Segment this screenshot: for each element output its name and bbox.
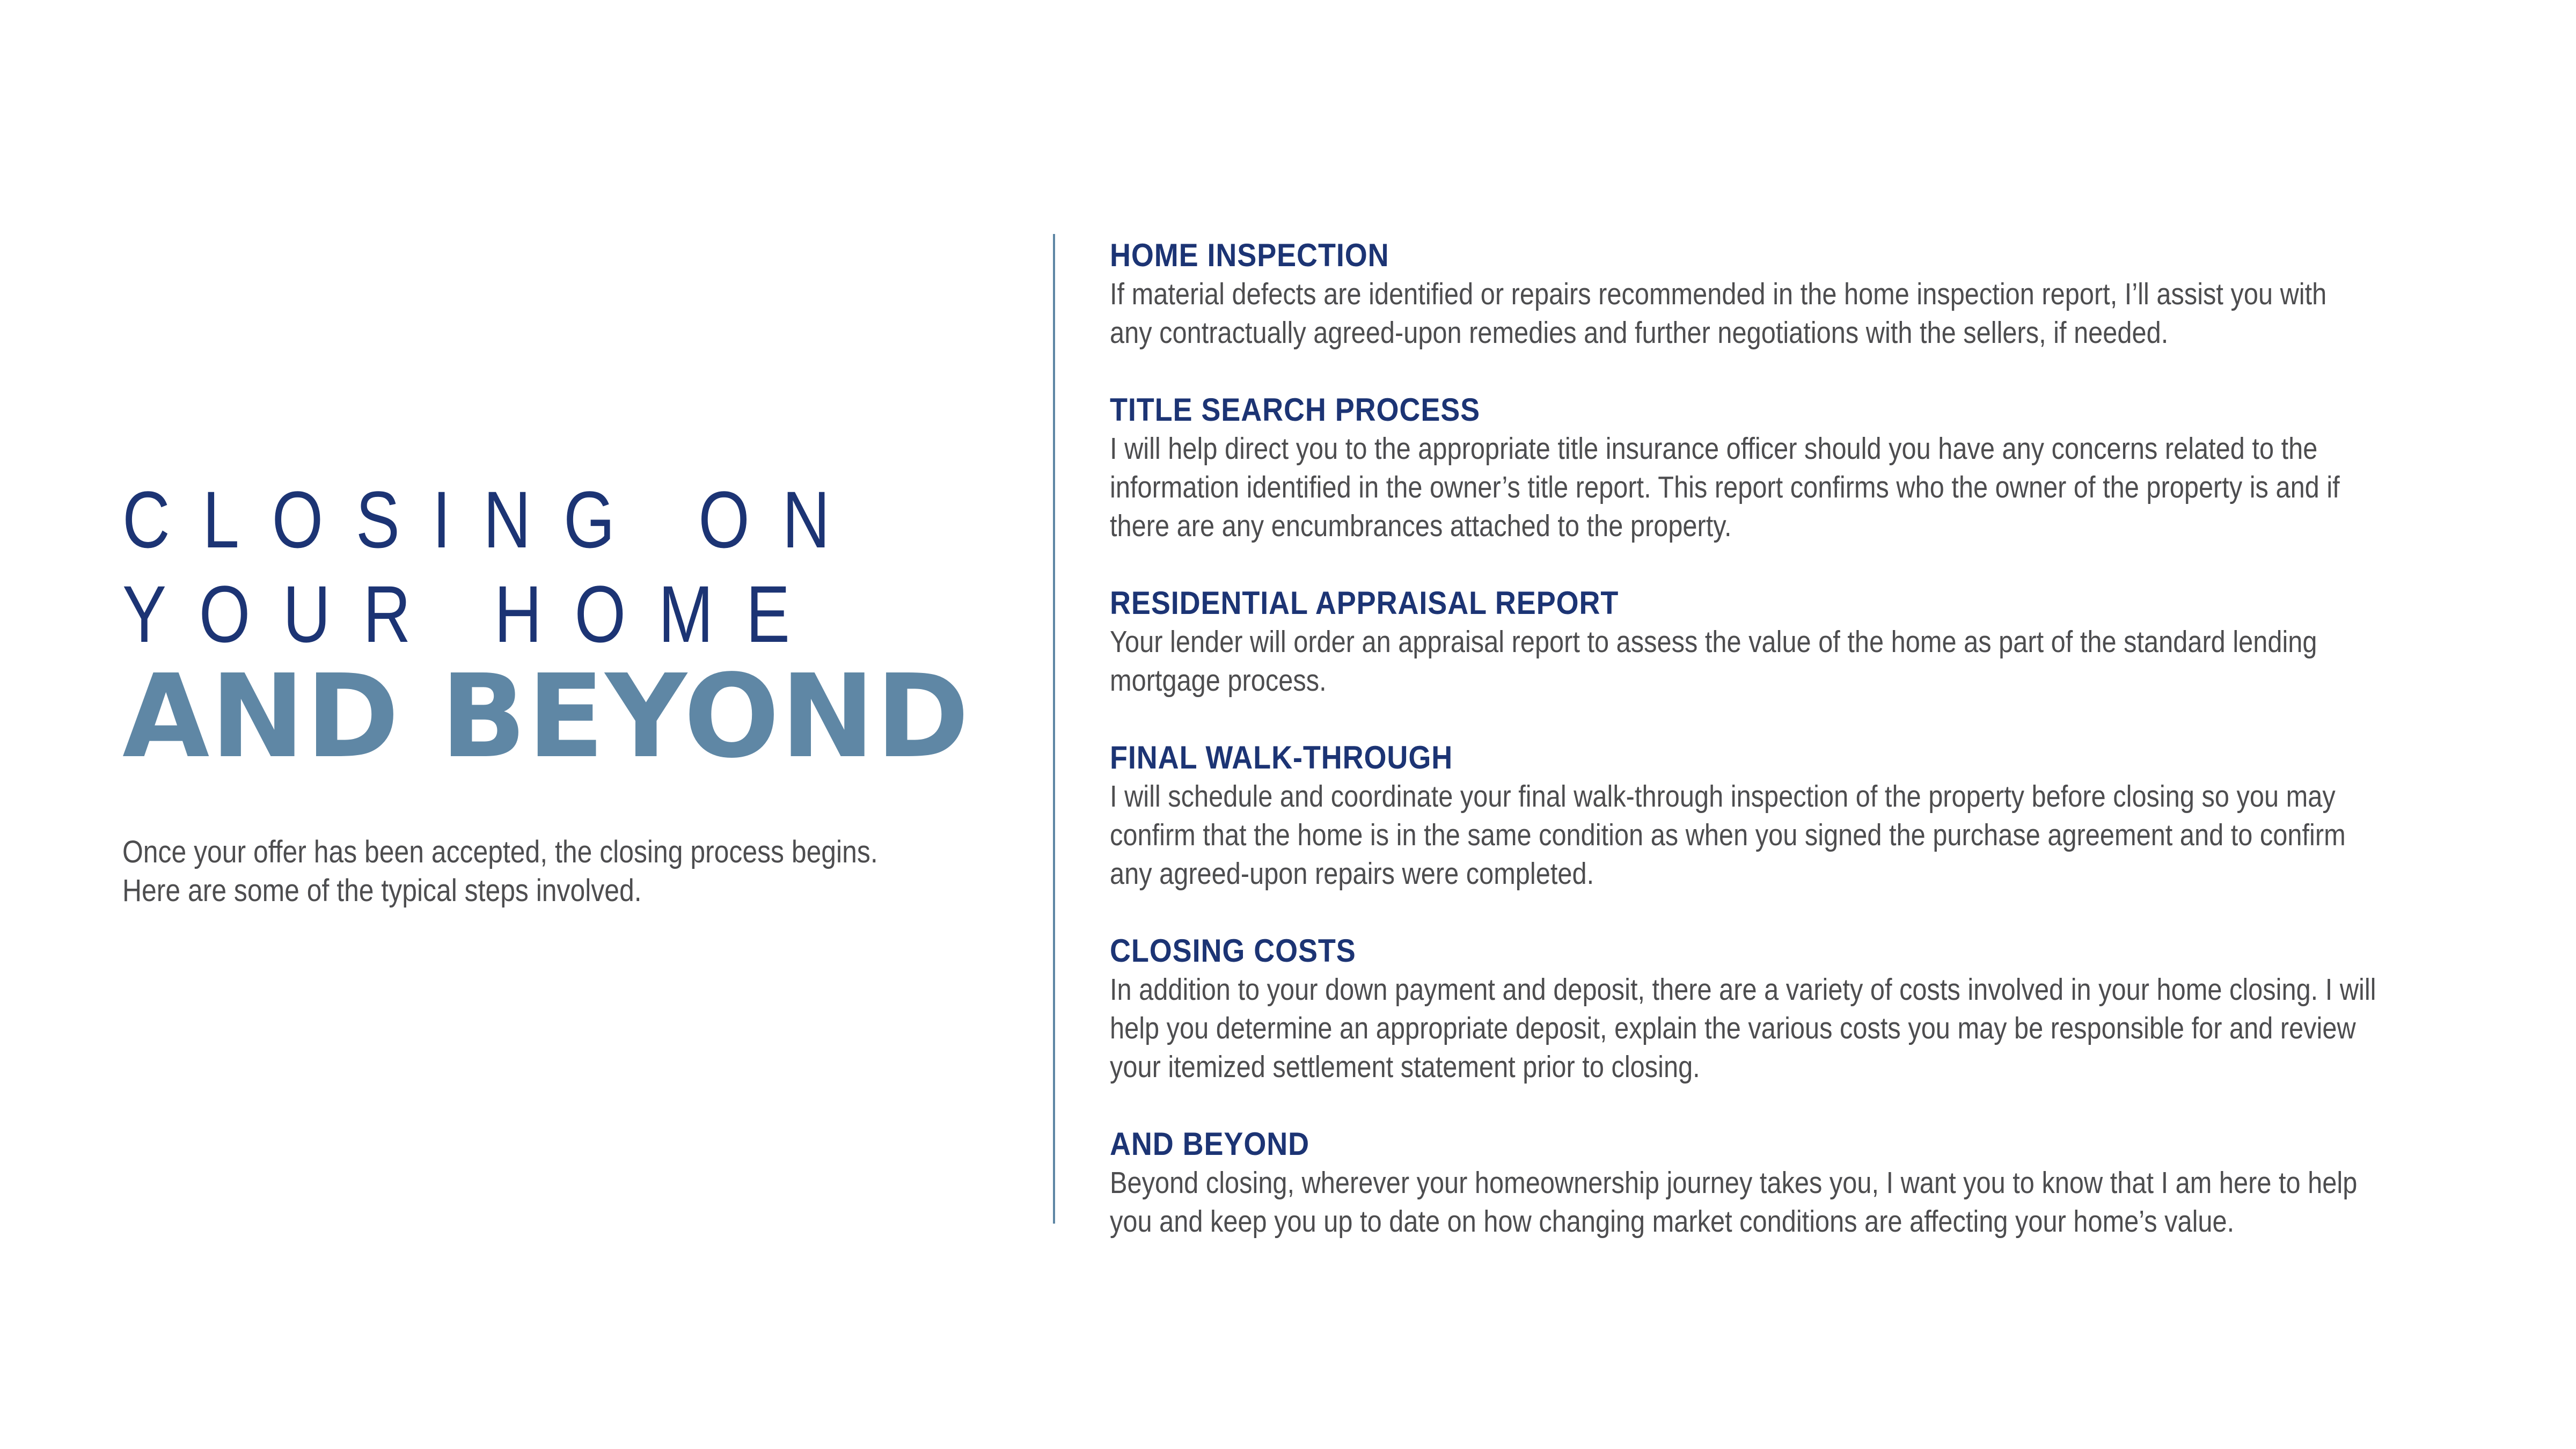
body-line: I will schedule and coordinate your final walk-through inspection of the property before closing so you may bbox=[1110, 779, 2336, 814]
title-line-1: CLOSING ON bbox=[122, 474, 863, 565]
section-appraisal bbox=[1110, 584, 2484, 700]
section-body bbox=[1110, 623, 2468, 700]
section-closing-costs bbox=[1110, 932, 2484, 1086]
title-line-2: YOUR HOME bbox=[122, 569, 823, 659]
body-line: In addition to your down payment and deposit, there are a variety of costs involved in your home closing. I will bbox=[1110, 972, 2376, 1007]
body-line: Beyond closing, wherever your homeownership journey takes you, I want you to know that I am here to help bbox=[1110, 1166, 2358, 1200]
body-line: Your lender will order an appraisal report to assess the value of the home as part of the standard lending bbox=[1110, 625, 2317, 659]
body-line: help you determine an appropriate deposit, explain the various costs you may be responsible for and review bbox=[1110, 1011, 2356, 1045]
section-heading: CLOSING COSTS bbox=[1110, 933, 1356, 969]
intro-paragraph bbox=[122, 833, 999, 910]
body-line: information identified in the owner’s title report. This report confirms who the owner of the property is and if bbox=[1110, 470, 2340, 504]
body-line: your itemized settlement statement prior to closing. bbox=[1110, 1050, 1700, 1084]
body-line: any agreed-upon repairs were completed. bbox=[1110, 857, 1594, 891]
section-body bbox=[1110, 777, 2468, 893]
title-accent: AND BEYOND bbox=[122, 650, 970, 784]
section-heading: TITLE SEARCH PROCESS bbox=[1110, 392, 1481, 428]
section-heading: FINAL WALK-THROUGH bbox=[1110, 740, 1453, 775]
body-line: I will help direct you to the appropriate title insurance officer should you have any concerns related to the bbox=[1110, 431, 2318, 466]
vertical-divider bbox=[1053, 234, 1055, 1224]
body-line: confirm that the home is in the same condition as when you signed the purchase agreement and to confirm bbox=[1110, 818, 2346, 852]
section-title-search bbox=[1110, 391, 2484, 545]
section-heading: RESIDENTIAL APPRAISAL REPORT bbox=[1110, 585, 1619, 621]
section-body bbox=[1110, 275, 2468, 352]
body-line: there are any encumbrances attached to the property. bbox=[1110, 509, 1732, 543]
section-walk-through bbox=[1110, 738, 2484, 893]
section-body bbox=[1110, 429, 2468, 545]
section-and-beyond bbox=[1110, 1125, 2484, 1241]
body-line: you and keep you up to date on how changing market conditions are affecting your home’s value. bbox=[1110, 1204, 2235, 1239]
hero-column bbox=[122, 472, 981, 910]
steps-column bbox=[1110, 236, 2484, 1279]
body-line: any contractually agreed-upon remedies and further negotiations with the sellers, if needed. bbox=[1110, 316, 2169, 350]
intro-line: Here are some of the typical steps involved. bbox=[122, 873, 642, 908]
section-heading: AND BEYOND bbox=[1110, 1126, 1310, 1162]
intro-line: Once your offer has been accepted, the closing process begins. bbox=[122, 835, 878, 869]
body-line: mortgage process. bbox=[1110, 663, 1327, 698]
section-heading: HOME INSPECTION bbox=[1110, 237, 1389, 273]
section-home-inspection bbox=[1110, 236, 2484, 352]
section-body bbox=[1110, 1163, 2468, 1241]
body-line: If material defects are identified or repairs recommended in the home inspection report, I’ll assist you with bbox=[1110, 277, 2327, 311]
section-body bbox=[1110, 970, 2468, 1086]
